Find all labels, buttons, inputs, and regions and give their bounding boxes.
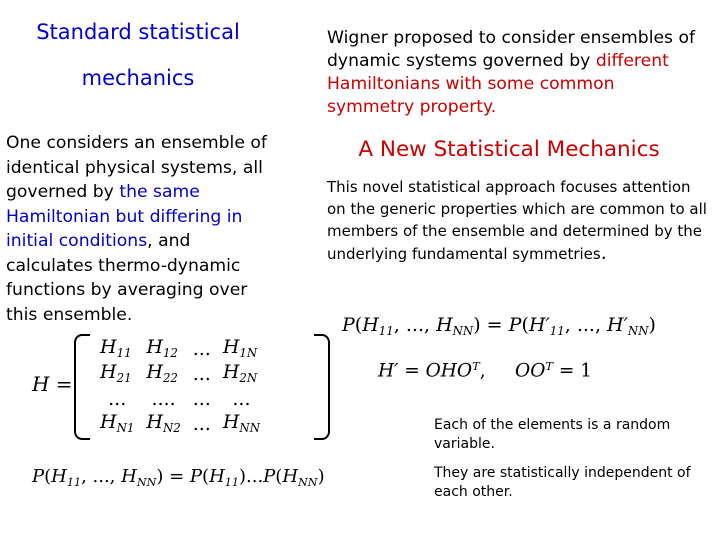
right-intro-text: [327, 27, 707, 119]
matrix-cell: ...: [232, 387, 251, 410]
left-body-part1: One considers an ensemble of identical physical systems, all governed by: [6, 133, 267, 202]
product-equation: $P(H_{11}$, ..., $H_{NN}) = P(H_{11})...P(H_{NN})$: [32, 466, 325, 489]
matrix-row: [94, 386, 266, 411]
note-random-variable: Each of the elements is a random variable.: [434, 417, 671, 452]
matrix-cell: $H_{N1}$: [100, 411, 135, 436]
invariance-equation: $P(H_{11}$, ..., $H_{NN}) = P(H'_{11}$, ..., $H'_{NN}$): [342, 314, 656, 339]
matrix-cell: $H_{2N}$: [222, 361, 258, 386]
section-title: A New Statistical Mechanics: [358, 137, 660, 162]
matrix-cell: ....: [151, 387, 176, 410]
matrix-cell: ...: [192, 412, 211, 435]
left-body-highlight: the same Hamiltonian but differing in initial conditions: [6, 182, 243, 251]
matrix-table: [94, 336, 266, 436]
matrix-cell: $H_{1N}$: [222, 336, 258, 361]
matrix-cell: ...: [192, 387, 211, 410]
matrix-cell: ...: [108, 387, 127, 410]
matrix-cell: ...: [192, 362, 211, 385]
note-independent: They are statistically independent of each other.: [434, 465, 691, 500]
matrix-row: [94, 411, 266, 436]
right-body-period: .: [600, 242, 607, 264]
right-body-text: [327, 176, 707, 265]
right-intro-part1: Wigner proposed to consider ensembles of dynamic systems governed by: [327, 28, 696, 71]
right-body-main: This novel statistical approach focuses attention on the generic properties which are common to all members of the ensemble and determined by the underlying fundamental symmetries: [327, 178, 707, 263]
matrix-row: [94, 336, 266, 361]
hamiltonian-matrix: [74, 334, 330, 436]
left-title-line2: mechanics: [81, 66, 195, 90]
matrix-left-paren: [74, 334, 90, 440]
transform-equation: $H' = OHO^T$, $OO^T = 1$: [378, 359, 593, 382]
right-intro-highlight: different Hamiltonians with some common symmetry property.: [327, 51, 669, 117]
matrix-cell: $H_{12}$: [146, 336, 178, 361]
left-title-line1: Standard statistical: [36, 20, 240, 44]
left-body-text: [6, 131, 278, 327]
matrix-cell: ...: [192, 337, 211, 360]
matrix-cell: $H_{22}$: [146, 361, 178, 386]
matrix-right-paren: [314, 334, 330, 440]
matrix-cell: $H_{NN}$: [222, 411, 261, 436]
matrix-cell: $H_{11}$: [100, 336, 132, 361]
matrix-row: [94, 361, 266, 386]
left-body-part2: , and calculates thermo-dynamic functions by averaging over this ensemble.: [6, 231, 248, 325]
matrix-lhs: H =: [32, 372, 73, 396]
matrix-cell: $H_{N2}$: [146, 411, 181, 436]
matrix-cell: $H_{21}$: [100, 361, 132, 386]
